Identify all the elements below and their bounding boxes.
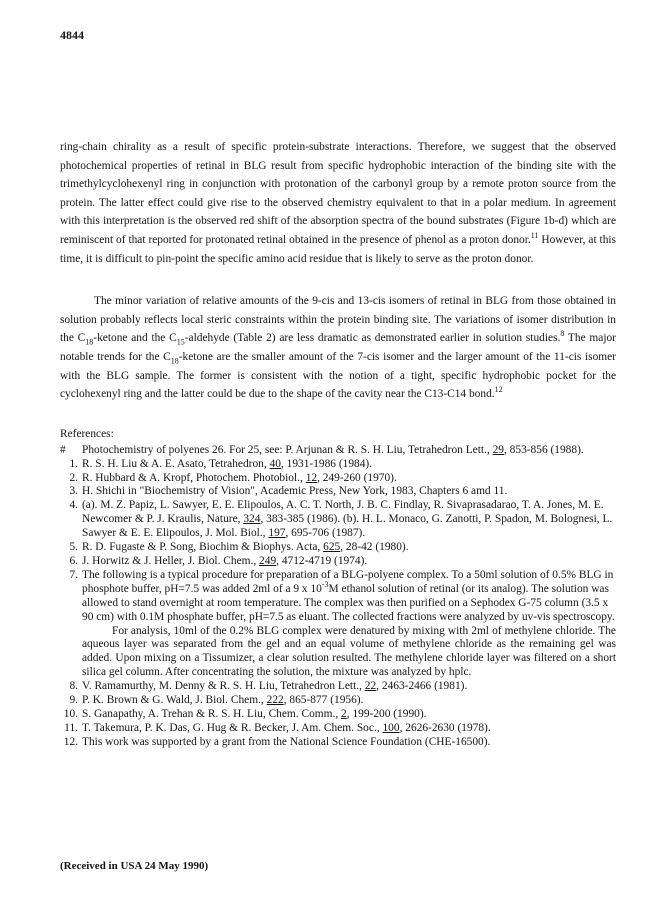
reference-number: 9.	[69, 694, 78, 707]
reference-text: V. Ramamurthy, M. Denny & R. S. H. Liu, Tetrahedron Lett.,	[82, 680, 365, 693]
reference-body	[82, 680, 616, 694]
reference-volume: 100	[382, 721, 400, 734]
reference-body	[82, 485, 616, 499]
reference-text: , 28-42 (1980).	[340, 541, 409, 554]
reference-body	[82, 555, 616, 569]
reference-list	[60, 458, 616, 750]
reference-volume: 324	[243, 513, 261, 526]
reference-volume: 29	[492, 443, 504, 456]
reference-body	[82, 708, 616, 722]
reference-item	[60, 694, 616, 708]
citation-superscript: 11	[530, 231, 539, 241]
reference-text: H. Shichi in "Biochemistry of Vision", Academic Press, New York, 1983, Chapters 6 amd 11.	[82, 485, 508, 498]
reference-number: 5.	[69, 541, 78, 554]
reference-item	[60, 458, 616, 472]
reference-item	[60, 472, 616, 486]
reference-text: S. Ganapathy, A. Trehan & R. S. H. Liu, Chem. Comm.,	[82, 707, 342, 720]
reference-text: , 853-856 (1988).	[503, 443, 584, 456]
reference-text: , 199-200 (1990).	[346, 707, 427, 720]
exponent-superscript: -3	[321, 579, 329, 589]
reference-number: 8.	[69, 680, 78, 693]
reference-text: , 695-706 (1987).	[285, 527, 366, 540]
reference-text: , 2626-2630 (1978).	[399, 721, 491, 734]
reference-text: , 383-385 (1986). (b). H. L. Monaco, G. Zanotti, P. Spadon, M. Bolognesi, L. Sawyer & E. E. Elipoulos, J. Mol. Biol.,	[82, 513, 613, 540]
reference-item	[60, 499, 616, 541]
reference-text: The following is a typical procedure for preparation of a BLG-polyene complex. To a 50ml solution of 0.5% BLG in phosphote buffer, pH=7.5 was added 2ml of a 9 x 10	[82, 568, 614, 595]
reference-hash	[60, 444, 616, 458]
citation-superscript: 12	[494, 385, 503, 395]
reference-number: 12.	[63, 735, 78, 748]
reference-text: , 865-877 (1956).	[283, 694, 364, 707]
reference-number: 11.	[64, 721, 78, 734]
reference-body	[82, 569, 616, 625]
reference-body	[82, 694, 616, 708]
reference-text: R. D. Fugaste & P. Song, Biochim & Biophys. Acta,	[82, 541, 324, 554]
reference-volume: 249	[259, 554, 277, 567]
reference-number: 10.	[63, 707, 78, 720]
reference-number: #	[60, 443, 66, 456]
reference-body	[82, 499, 616, 541]
reference-text: , 249-260 (1970).	[317, 471, 397, 484]
reference-text: J. Horwitz & J. Heller, J. Biol. Chem.,	[82, 554, 260, 567]
reference-volume: 2	[341, 707, 347, 720]
carbon-subscript: 15	[176, 337, 185, 347]
reference-number: 1.	[69, 457, 78, 470]
received-date: (Received in USA 24 May 1990)	[60, 860, 209, 872]
paragraph-text: ring-chain chirality as a result of specific protein-substrate interactions. Therefore, we suggest that the observed photochemical properties of retinal in BLG result from specific hydrophobic interaction of the binding site with the trimethylcyclohexenyl ring in conjunction with protonation of the carbonyl group by a remote proton source from the protein. The latter effect could give rise to the observed chemistry equivalent to that in a polar medium. In agreement with this interpretation is the observed red shift of the absorption spectra of the bound substrates (Figure 1b-d) which are reminiscent of that reported for protonated retinal obtained in the presence of phenol as a proton donor.	[60, 141, 616, 246]
reference-text: (a). M. Z. Papiz, L. Sawyer, E. E. Elipoulos, A. C. T. North, J. B. C. Findlay, R. Sivaprasadarao, T. A. Jones, M. E. Newcomer & P. J. Kraulis, Nature,	[82, 499, 604, 526]
reference-text: P. K. Brown & G. Wald, J. Biol. Chem.,	[82, 694, 267, 707]
reference-body	[82, 458, 616, 472]
paragraph-text: The minor variation of relative amounts of the 9-cis and 13-cis isomers of retinal in BLG from those obtained in solution probably reflects local steric constraints within the protein binding site. The variations of isomer distribution in the C	[60, 295, 616, 345]
reference-number: 7.	[69, 568, 78, 581]
reference-body	[82, 541, 616, 555]
reference-body	[82, 472, 616, 486]
reference-number: 2.	[69, 471, 78, 484]
reference-text: R. S. H. Liu & A. E. Asato, Tetrahedron,	[82, 457, 270, 470]
reference-text: This work was supported by a grant from the National Science Foundation (CHE-16500).	[82, 735, 491, 748]
paragraph-text: The major notable trends for the C	[60, 332, 616, 363]
reference-volume: 22	[364, 680, 377, 693]
reference-item	[60, 569, 616, 680]
reference-number: 4.	[69, 499, 78, 512]
reference-item	[60, 722, 616, 736]
reference-volume: 12	[305, 471, 318, 484]
reference-text: , 2463-2466 (1981).	[376, 680, 468, 693]
reference-volume: 625	[323, 541, 341, 554]
reference-volume: 40	[269, 457, 281, 470]
reference-item	[60, 680, 616, 694]
reference-item	[60, 555, 616, 569]
reference-text: , 4712-4719 (1974).	[276, 554, 368, 567]
reference-item	[60, 541, 616, 555]
reference-item	[60, 736, 616, 750]
reference-volume: 222	[266, 694, 284, 707]
reference-body	[82, 722, 616, 736]
citation-superscript: 8	[560, 329, 565, 339]
reference-analysis-note: For analysis, 10ml of the 0.2% BLG complex were denatured by mixing with 2ml of methylene chloride. The aqueous layer was separated from the gel and an equal volume of methylene chloride as the remaining gel was added. Upon mixing on a Tissumizer, a clear solution resulted. The methylene chloride layer was filtered on a short silica gel column. After concentrating the solution, the mixture was analyzed by hplc.	[82, 624, 616, 679]
references-heading: References:	[60, 427, 114, 440]
reference-number: 6.	[69, 554, 78, 567]
reference-item	[60, 708, 616, 722]
reference-body	[82, 736, 616, 750]
carbon-subscript: 18	[170, 356, 179, 366]
reference-text: , 1931-1986 (1984).	[280, 457, 373, 470]
reference-text: T. Takemura, P. K. Das, G. Hug & R. Becker, J. Am. Chem. Soc.,	[82, 721, 383, 734]
reference-volume: 197	[268, 527, 286, 540]
paragraph-text: However, at this time, it is difficult to pin-point the specific amino acid residue that is likely to serve as the proton donor.	[60, 233, 616, 265]
reference-number: 3.	[69, 485, 78, 498]
paragraph-text: -ketone and the C	[93, 332, 177, 345]
page-number: 4844	[60, 28, 84, 42]
paragraph-text: -aldehyde (Table 2) are less dramatic as demonstrated earlier in solution studies.	[184, 332, 561, 345]
reference-text: Photochemistry of polyenes 26. For 25, see: P. Arjunan & R. S. H. Liu, Tetrahedron Lett.,	[82, 443, 493, 456]
body-paragraph-1	[60, 138, 616, 268]
reference-text: R. Hubbard & A. Kropf, Photochem. Photobiol.,	[82, 471, 306, 484]
paragraph-text: -ketone are the smaller amount of the 7-cis isomer and the larger amount of the 11-cis isomer with the BLG sample. The former is consistent with the notion of a tight, specific hydrophobic pocket for the cyclohexenyl ring and the latter could be due to the shape of the cavity near the C13-C14 bond.	[60, 350, 616, 401]
reference-item	[60, 485, 616, 499]
reference-text: M ethanol solution of retinal (or its analog). The solution was allowed to stand overnight at room temperature. The complex was then purified on a Sephodex G-75 column (3.5 x 90 cm) with 0.1M phosphate buffer, pH=7.5 as eluant. The collected fractions were analyzed by uv-vis spectroscopy.	[82, 582, 615, 623]
body-paragraph-2	[60, 292, 616, 404]
carbon-subscript: 18	[85, 337, 94, 347]
